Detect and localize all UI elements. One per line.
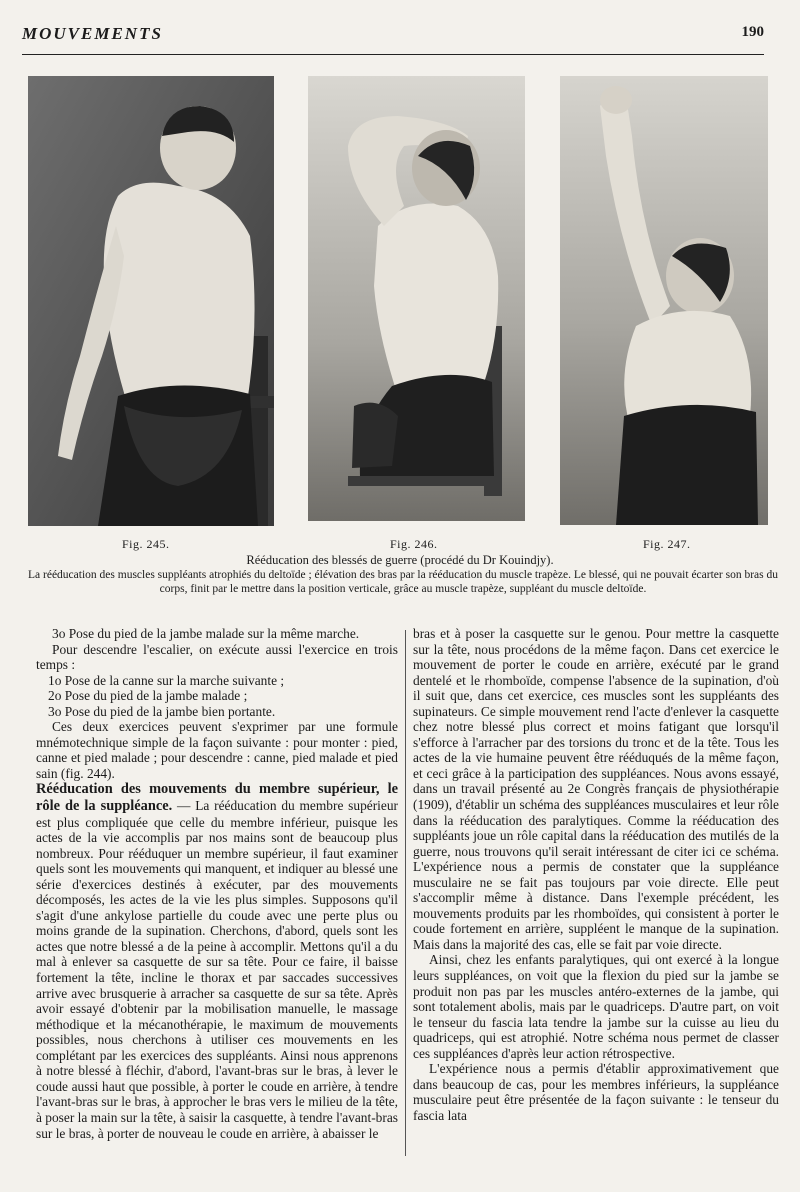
column-divider — [405, 630, 406, 1156]
paragraph: 3o Pose du pied de la jambe malade sur la même marche. — [52, 626, 360, 641]
section-text: — La rééducation du membre supérieur est plus compliquée que celle du membre inférieur, puisque les actes de la vie accomplis par nos mains sont de beaucoup plus nombreux. Pour rééduquer un membre supérieur, il faut examiner quels sont les mouvements qui manquent, et indiquer au blessé une série d'exercices destinés à exécuter, par des mouvements décomposés, les actes de la vie les plus simples. Supposons qu'il s'agit d'une ankylose partielle du coude avec une perte plus ou moins grande de la supination. Cherchons, d'abord, quels sont les actes que notre blessé a de la peine à accomplir. Mettons qu'il a du mal à enlever sa casquette de sur sa tête. Pour ce faire, il baisse fortement la tête, incline le thorax et par saccades successives arrive avec brusquerie à arracher sa casquette de sur sa tête. Après avoir essayé d'obtenir par la mobilisation manuelle, le massage méthodique et la mécanothérapie, le maximum de mouvements possibles, nous cherchons à utiliser ces mouvements en les complétant par les exercices des suppléants. Ainsi nous apprenons à notre blessé à fléchir, d'abord, l'avant-bras sur le bras, à lever le coude aussi haut que possible, à porter le coude en arrière, à tendre l'avant-bras sur le bras, à approcher le bras vers le milieu de la tête, à poser la main sur la tête, à saisir la casquette, à tendre l'avant-bras sur le bras, à porter de nouveau le coude en arrière, à abaisser le — [36, 798, 398, 1141]
page-header — [22, 24, 764, 52]
section-heading: Rééducation des mouvements du membre supérieur, le rôle de la suppléance. — [36, 781, 398, 815]
paragraph: L'expérience nous a permis d'établir approximativement que dans beaucoup de cas, pour les membres inférieurs, la suppléance musculaire peut être présentée de la façon suivante : le tenseur du fascia lata — [413, 1061, 779, 1123]
section-paragraph — [36, 781, 398, 1141]
header-rule — [22, 54, 764, 55]
list-item: 1o Pose de la canne sur la marche suivante ; — [48, 672, 285, 688]
section-title: MOUVEMENTS — [22, 24, 163, 43]
list-item: 3o Pose du pied de la jambe bien portante. — [48, 703, 276, 719]
paragraph: bras et à poser la casquette sur le genou. Pour mettre la casquette sur la tête, nous procédons de la même façon. Dans cet exercice le mouvement de porter le coude en arrière, exécuté par le grand dentelé et le rhomboïde, compense l'absence de la supination, d'où il suit que, dans cet exercice, ces muscles sont les suppléants des supinateurs. Ce simple mouvement rend l'acte d'enlever la casquette chez notre blessé plus correct et moins fatigant que lorsqu'il s'efforce à l'arracher par des torsions du tronc et de la tête. Tous les actes de la vie humaine peuvent être rééduqués de la même façon, et ceci grâce à la participation des suppléances. Nous avons essayé, dans un travail présenté au 2e Congrès français de physiothérapie (1909), d'établir un schéma des suppléances musculaires et leur rôle dans la rééducation des paralytiques. Comme la rééducation des suppléants joue un rôle capital dans la rééducation des mutilés de la guerre, nous trouvons qu'il serait intéressant de citer ici ce schéma. L'expérience nous a permis de constater que la suppléance musculaire ne se fait pas toujours par voie directe. Elle peut s'accomplir même à distance. Dans l'exemple précédent, les mouvements produits par les rhomboïdes, qui consistent à porter le coude fortement en arrière, suppléent le manque de la supination. Mais dans la majorité des cas, elle se fait par voie directe. — [413, 626, 779, 952]
caption-title: Rééducation des blessés de guerre (procédé du Dr Kouindjy). — [246, 553, 554, 567]
right-column — [413, 626, 779, 1186]
page-number: 190 — [741, 24, 764, 40]
figure-246-label: Fig. 246. — [390, 537, 438, 551]
paragraph: Ainsi, chez les enfants paralytiques, qui ont exercé à la longue leurs suppléances, on voit que la flexion du pied sur la jambe se produit non pas par les muscles antéro-externes de la jambe, qui sont totalement abolis, mais par le quadriceps. D'autre part, on voit le tenseur du fascia lata tendre la jambe sur la cuisse au lieu du quadriceps, qui est atrophié. Notre schéma nous permet de classer ces suppléances d'après leur action rétrospective. — [413, 952, 779, 1061]
figure-246-photo — [308, 76, 525, 521]
left-column — [36, 626, 398, 1186]
figure-247-photo — [560, 76, 768, 525]
list-item: 2o Pose du pied de la jambe malade ; — [48, 688, 248, 704]
paragraph: Ces deux exercices peuvent s'exprimer par une formule mnémotechnique simple de la façon suivante : pour monter : pied, canne et pied malade ; pour descendre : canne, pied malade et pied sain (fig. 244). — [36, 719, 398, 781]
figure-247-label: Fig. 247. — [643, 537, 691, 551]
figure-245-photo — [28, 76, 274, 526]
paragraph: Pour descendre l'escalier, on exécute aussi l'exercice en trois temps : — [36, 641, 398, 673]
figure-245-label: Fig. 245. — [122, 537, 170, 551]
caption-body: La rééducation des muscles suppléants atrophiés du deltoïde ; élévation des bras par la rééducation du muscle trapèze. Le blessé, qui ne pouvait écarter son bras du corps, finit par le mettre dans la position verticale, grâce au muscle trapèze, suppléant du muscle deltoïde. — [28, 569, 778, 595]
